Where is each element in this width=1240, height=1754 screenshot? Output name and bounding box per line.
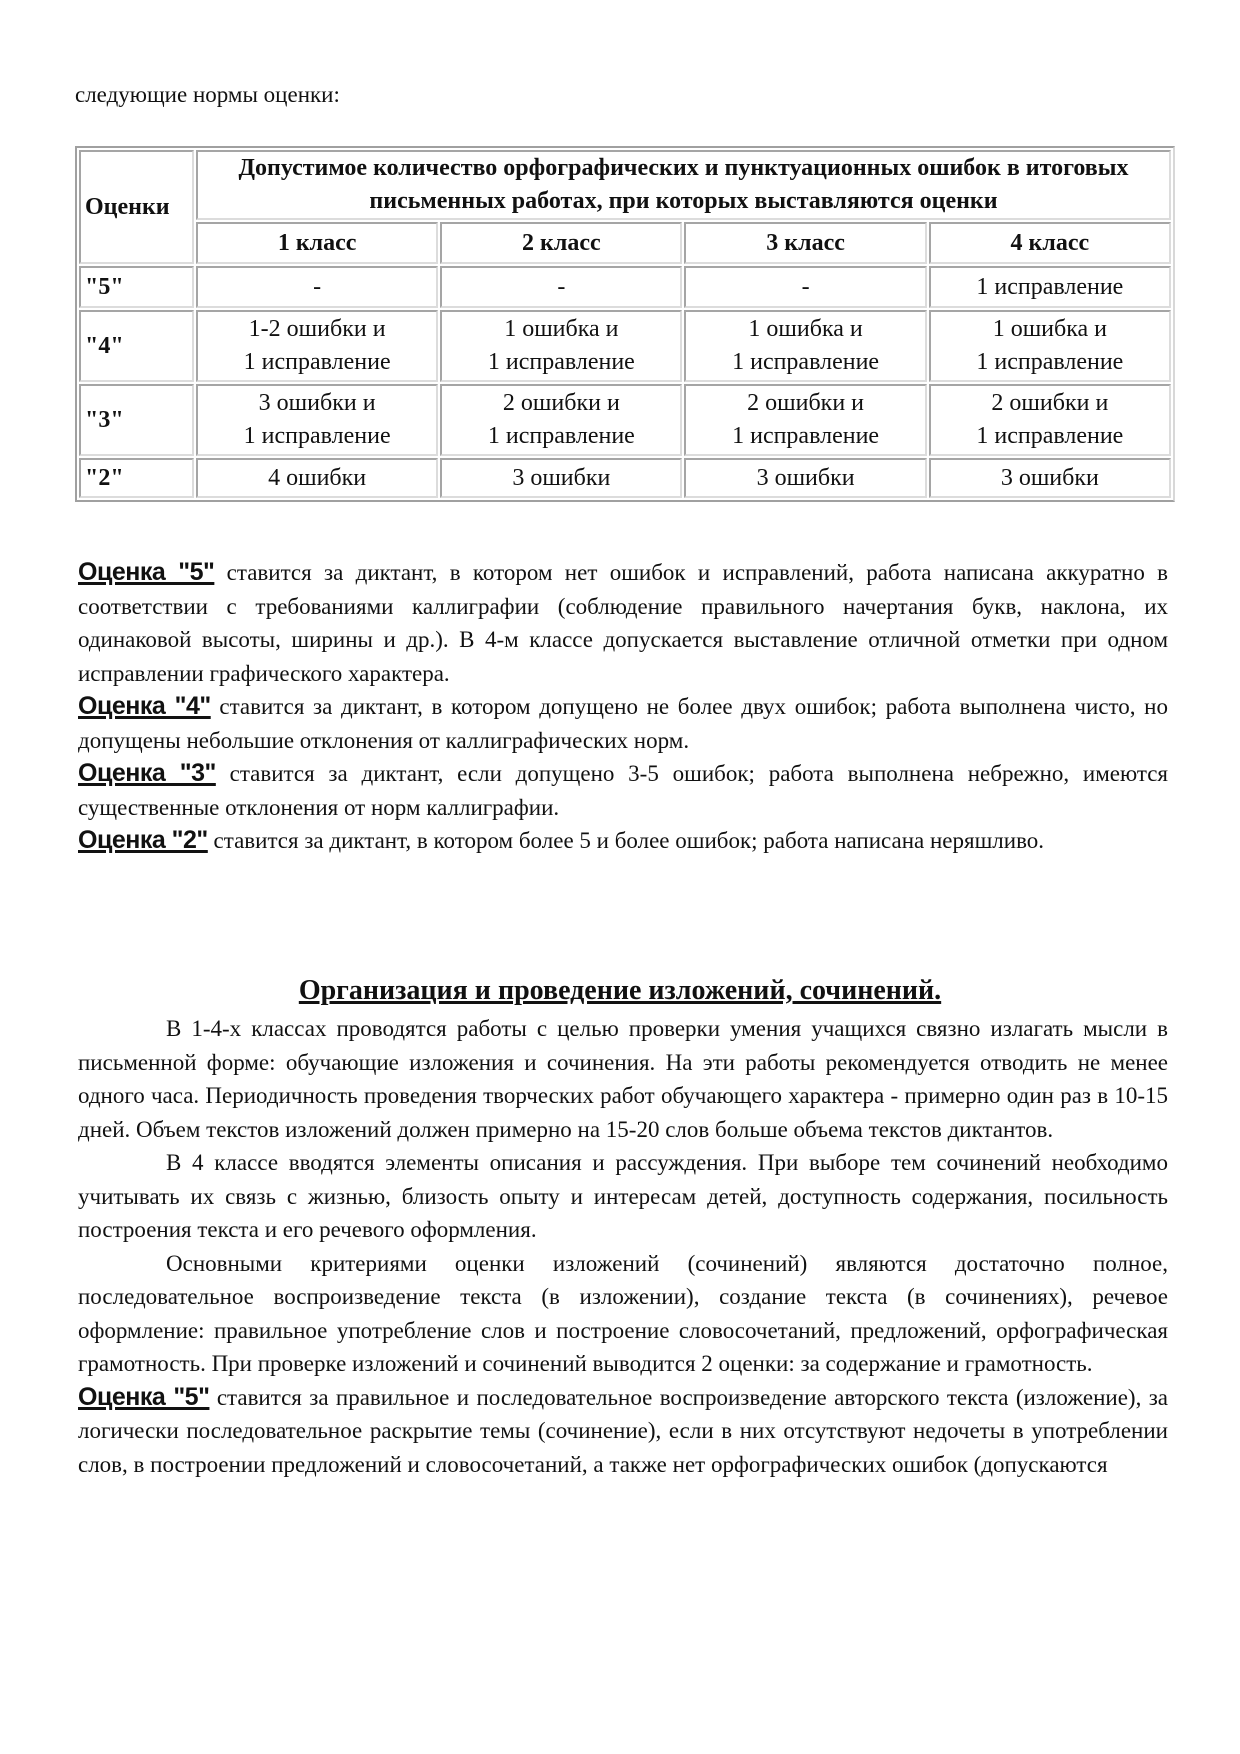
grade-cell: "4" bbox=[79, 310, 194, 382]
value-cell: - bbox=[684, 266, 926, 308]
section-heading: Организация и проведение изложений, сочинений. bbox=[298, 975, 942, 1006]
grade-5-paragraph bbox=[78, 556, 1168, 690]
value-line: 1 исправление bbox=[976, 423, 1124, 449]
grade-description: ставится за правильное и последовательное воспроизведение авторского текста (изложение), за логически последовательное раскрытие темы (сочинение), если в них отсутствуют недочеты в употреблении слов, в построении предложений и словосочетаний, а также нет орфографических ошибок (допускаются bbox=[78, 1384, 1168, 1477]
value-cell bbox=[196, 310, 438, 382]
value-line: 1 исправление bbox=[243, 423, 391, 449]
value-cell bbox=[440, 384, 682, 456]
grade-2-paragraph bbox=[78, 824, 1168, 858]
value-line: 2 ошибки и bbox=[502, 390, 620, 416]
value-line: 2 ошибки и bbox=[991, 390, 1109, 416]
grade-label: Оценка "5" bbox=[78, 1382, 210, 1411]
grade-label: Оценка "5" bbox=[78, 558, 215, 586]
table-row bbox=[79, 266, 1171, 308]
paragraph: В 4 классе вводятся элементы описания и рассуждения. При выборе тем сочинений необходимо учитывать их связь с жизнью, близость опыту и интересам детей, доступность содержания, посильность построения текста и его речевого оформления. bbox=[78, 1150, 1168, 1242]
value-cell bbox=[440, 310, 682, 382]
grade-description: ставится за диктант, если допущено 3-5 ошибок; работа выполнена небрежно, имеются существенные отклонения от норм каллиграфии. bbox=[78, 761, 1168, 820]
grade-label: Оценка "2" bbox=[78, 826, 208, 854]
value-cell bbox=[684, 384, 926, 456]
grade-cell: "2" bbox=[79, 458, 194, 498]
value-cell: - bbox=[196, 266, 438, 308]
value-line: 1 исправление bbox=[976, 349, 1124, 375]
grade-label: Оценка "4" bbox=[78, 692, 211, 720]
value-line: 1 ошибка и bbox=[504, 316, 619, 342]
grade-description: ставится за диктант, в котором допущено не более двух ошибок; работа выполнена чисто, но допущены небольшие отклонения от каллиграфических норм. bbox=[78, 694, 1168, 753]
grade-4-paragraph bbox=[78, 690, 1168, 757]
value-line: 1 исправление bbox=[732, 423, 880, 449]
value-line: 1 исправление bbox=[243, 349, 391, 375]
dictation-criteria bbox=[78, 556, 1168, 858]
value-cell: 3 ошибки bbox=[684, 458, 926, 498]
value-cell bbox=[929, 384, 1171, 456]
errors-header: Допустимое количество орфографических и пунктуационных ошибок в итоговых письменных работах, при которых выставляются оценки bbox=[196, 150, 1171, 220]
value-line: 1 исправление bbox=[487, 423, 635, 449]
value-cell bbox=[929, 310, 1171, 382]
grading-norms-table bbox=[75, 146, 1175, 502]
grade-cell: "3" bbox=[79, 384, 194, 456]
class-header: 3 класс bbox=[684, 222, 926, 264]
value-cell: 3 ошибки bbox=[929, 458, 1171, 498]
class-header: 4 класс bbox=[929, 222, 1171, 264]
intro-text: следующие нормы оценки: bbox=[75, 82, 340, 107]
paragraph: В 1-4-х классах проводятся работы с целью проверки умения учащихся связно излагать мысли в письменной форме: обучающие изложения и сочинения. На эти работы рекомендуется отводить не менее одного часа. Периодичность проведения творческих работ обучающего характера - примерно один раз в 10-15 дней. Объем текстов изложений должен примерно на 15-20 слов больше объема текстов диктантов. bbox=[78, 1016, 1168, 1142]
value-cell: 1 исправление bbox=[929, 266, 1171, 308]
value-line: 1 исправление bbox=[732, 349, 880, 375]
grade-label: Оценка "3" bbox=[78, 759, 216, 787]
value-cell bbox=[196, 384, 438, 456]
value-line: 1 ошибка и bbox=[748, 316, 863, 342]
grade-cell: "5" bbox=[79, 266, 194, 308]
class-header: 2 класс bbox=[440, 222, 682, 264]
value-line: 1 ошибка и bbox=[992, 316, 1108, 342]
table-row bbox=[79, 310, 1171, 382]
value-cell: - bbox=[440, 266, 682, 308]
table-row bbox=[79, 458, 1171, 498]
value-line: 2 ошибки и bbox=[747, 390, 865, 416]
grade-column-header: Оценки bbox=[79, 150, 194, 264]
value-cell bbox=[684, 310, 926, 382]
value-line: 3 ошибки и bbox=[258, 390, 376, 416]
grade-3-paragraph bbox=[78, 757, 1168, 824]
paragraph: Основными критериями оценки изложений (сочинений) являются достаточно полное, последовательное воспроизведение текста (в изложении), создание текста (в сочинениях), речевое оформление: правильное употребление слов и построение словосочетаний, предложений, орфографическая грамотность. При проверке изложений и сочинений выводится 2 оценки: за содержание и грамотность. bbox=[78, 1250, 1168, 1376]
value-line: 1-2 ошибки и bbox=[248, 316, 386, 342]
essay-grade-5-paragraph bbox=[78, 1381, 1168, 1482]
value-cell: 4 ошибки bbox=[196, 458, 438, 498]
essay-section bbox=[78, 1012, 1168, 1481]
grade-description: ставится за диктант, в котором нет ошибок и исправлений, работа написана аккуратно в соответствии с требованиями каллиграфии (соблюдение правильного начертания букв, наклона, их одинаковой высоты, ширины и др.). В 4-м классе допускается выставление отличной отметки при одном исправлении графического характера. bbox=[78, 560, 1168, 686]
value-line: 1 исправление bbox=[487, 349, 635, 375]
value-cell: 3 ошибки bbox=[440, 458, 682, 498]
grade-description: ставится за диктант, в котором более 5 и более ошибок; работа написана неряшливо. bbox=[207, 828, 1045, 853]
class-header: 1 класс bbox=[196, 222, 438, 264]
table-row bbox=[79, 384, 1171, 456]
